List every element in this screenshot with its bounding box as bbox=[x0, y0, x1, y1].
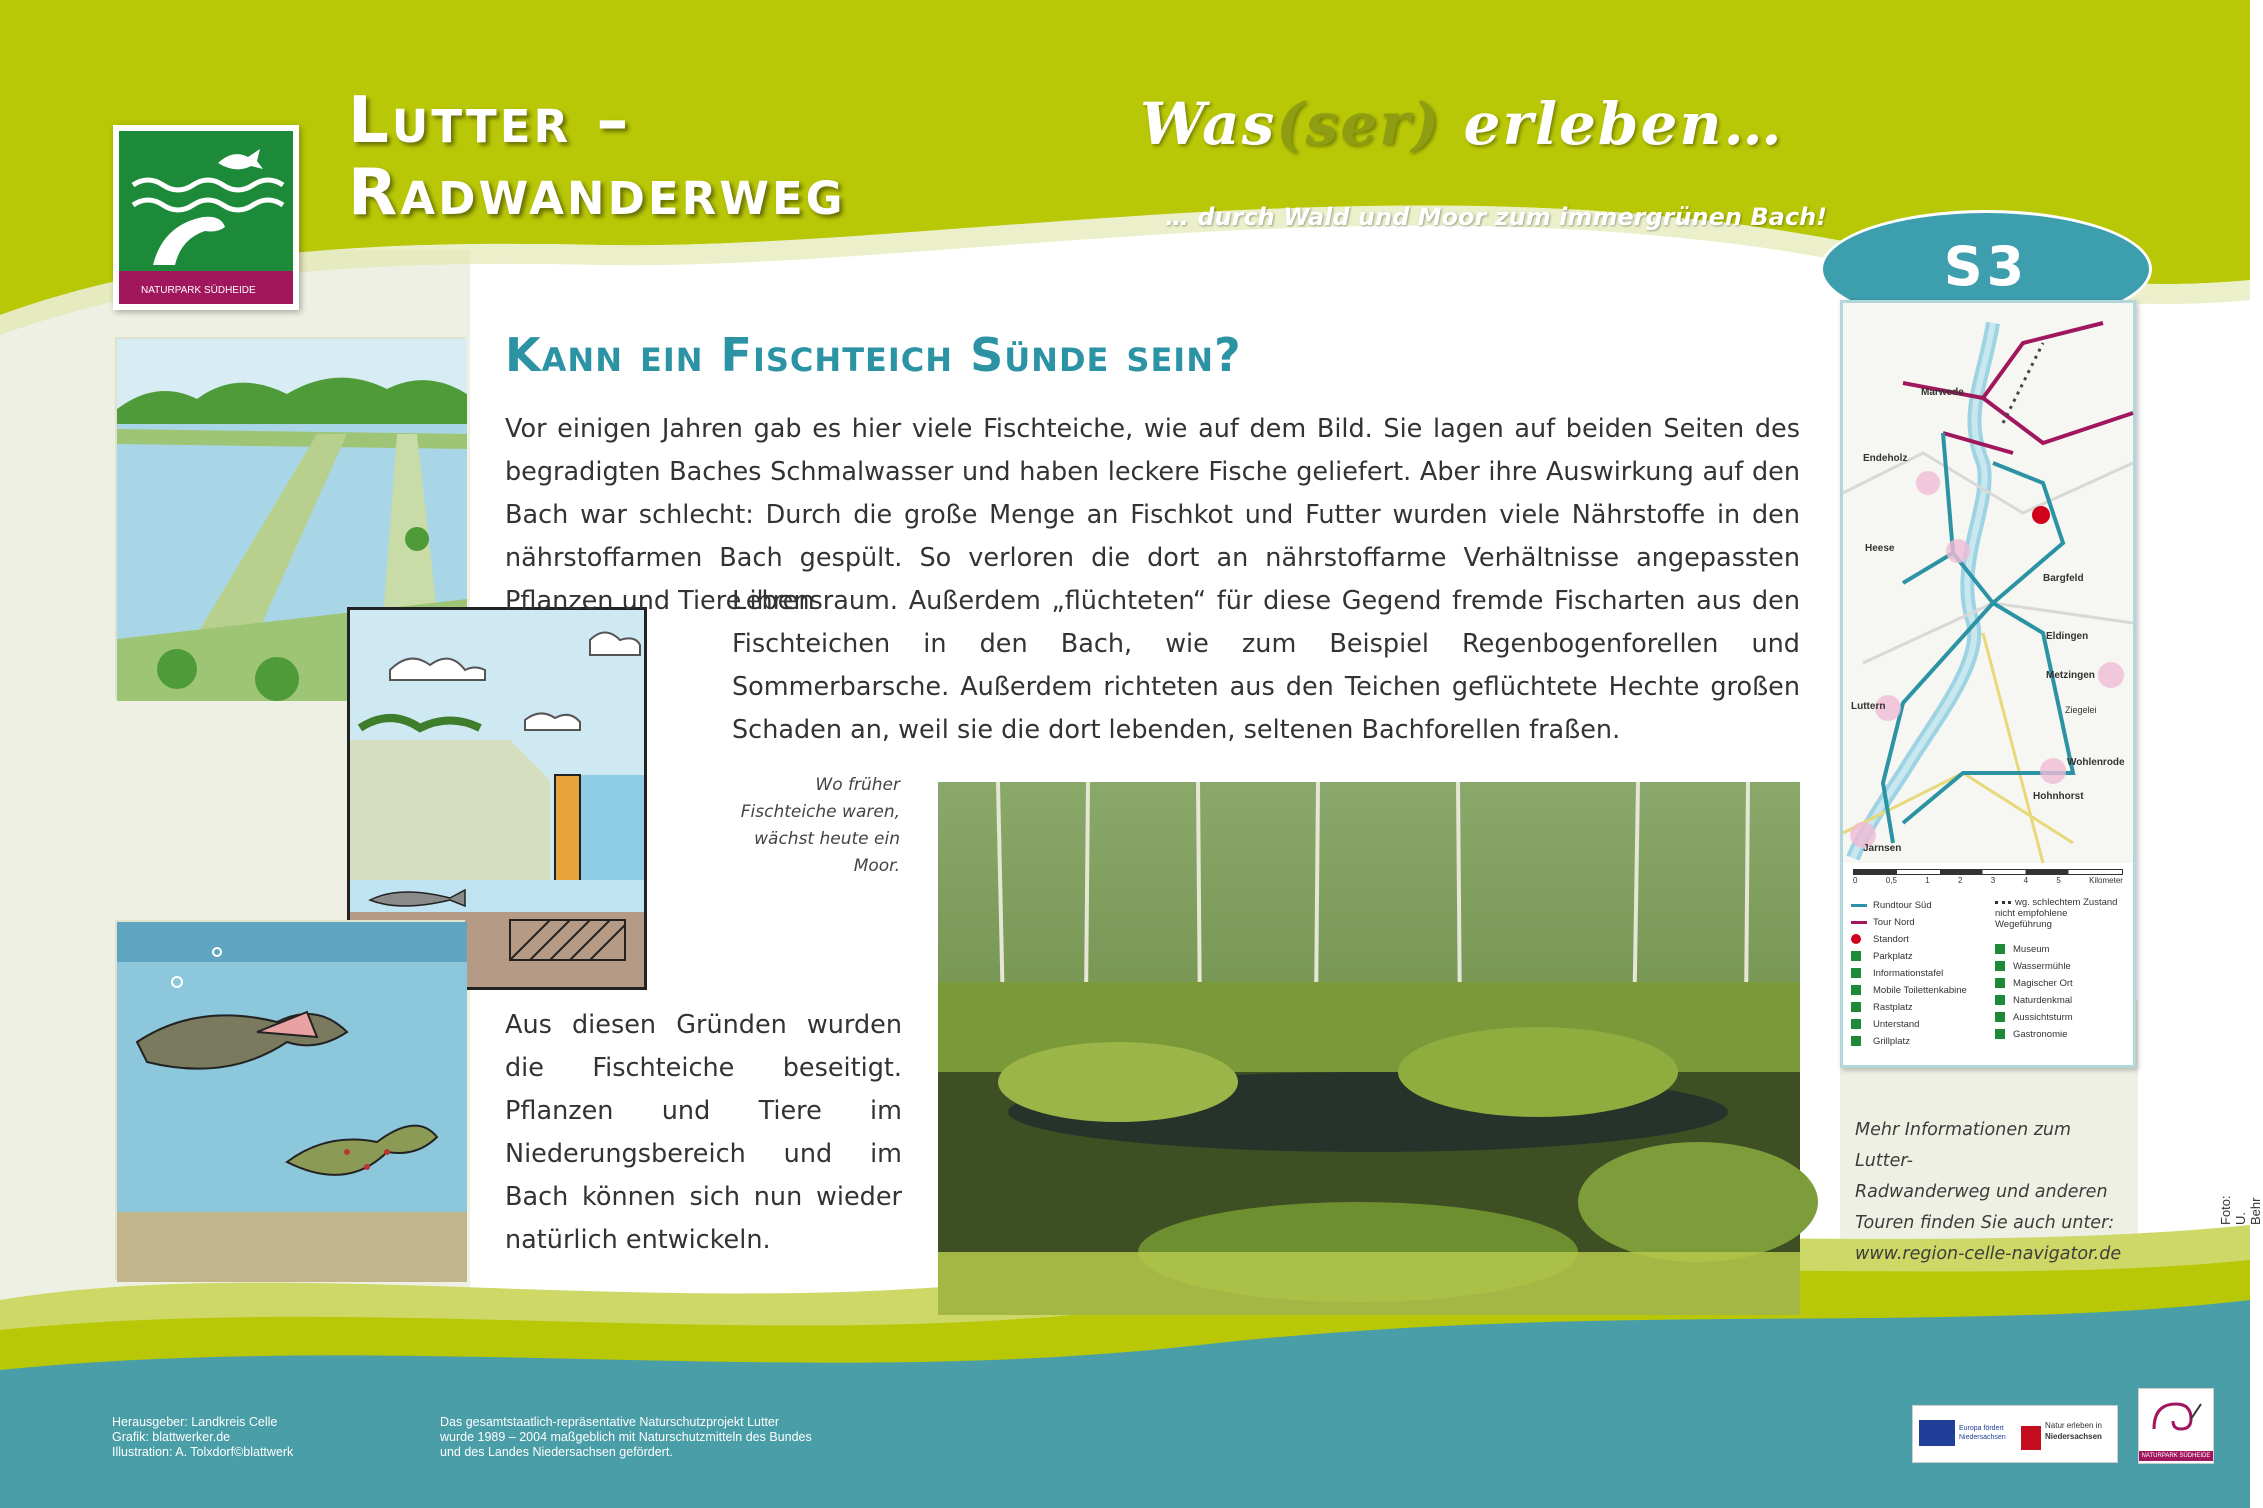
otter-fish-icon bbox=[113, 125, 299, 310]
eu-text: Europa fördert Niedersachsen bbox=[1959, 1425, 2006, 1441]
article-heading: Kann ein Fischteich Sünde sein? bbox=[505, 328, 1242, 382]
title-line-2: Radwanderweg bbox=[348, 156, 846, 230]
nds-text bbox=[2045, 1420, 2117, 1442]
eu-niedersachsen-logo bbox=[1912, 1405, 2118, 1463]
article-paragraph-2: Aus diesen Gründen wurden die Fischteiche beseitigt. Pflanzen und Tiere im Niederungsbereich und im Bach können sich nun wieder natürlich entwickeln. bbox=[505, 1010, 902, 1255]
naturpark-logo bbox=[113, 125, 299, 310]
map-graphic bbox=[1843, 303, 2133, 863]
map-scale: 0 0,5 1 2 3 4 5 Kilometer bbox=[1853, 869, 2123, 885]
footer-project-line-1: Das gesamtstaatlich-repräsentative Naturschutzprojekt Lutter bbox=[440, 1415, 780, 1429]
svg-text:Metzingen: Metzingen bbox=[2046, 670, 2095, 681]
tagline-ser: (ser) bbox=[1276, 90, 1442, 158]
footer-illustration: Illustration: A. Tolxdorf©blattwerk bbox=[112, 1445, 294, 1459]
more-info-line-3: Touren finden Sie auch unter: bbox=[1855, 1213, 2115, 1233]
more-info-line-1: Mehr Informationen zum Lutter- bbox=[1855, 1120, 2072, 1171]
route-map bbox=[1840, 300, 2136, 1068]
photo-credit: Foto: U. Behr bbox=[2218, 1195, 2263, 1225]
svg-text:Ziegelei: Ziegelei bbox=[2065, 705, 2097, 715]
standort-marker-icon bbox=[2032, 506, 2050, 524]
niedersachsen-horse-icon bbox=[2021, 1426, 2041, 1450]
title-line-1: Lutter – bbox=[348, 84, 632, 158]
more-info-line-2: Radwanderweg und anderen bbox=[1855, 1182, 2108, 1202]
svg-text:Hohnhorst: Hohnhorst bbox=[2033, 791, 2084, 802]
article-paragraph-1: Vor einigen Jahren gab es hier viele Fischteiche, wie auf dem Bild. Sie lagen auf beiden Seiten des begradigten Baches Schmalwasser und haben leckere Fische geliefert. Aber ihre Auswirkung auf den Bach war schlecht: Durch die große Menge an Fischkot und Futter wurden viele Nährstoffe in den nährstoffarmen Bach gespült. So verloren die dort an nährstoffarme Verhältnisse angepassten Pflanzen und Tiere ihren bbox=[505, 414, 1800, 616]
footer-project-line-3: und des Landes Niedersachsen gefördert. bbox=[440, 1445, 673, 1459]
tagline bbox=[1140, 90, 1784, 158]
moor-photo bbox=[938, 782, 1800, 1315]
eu-flag-icon bbox=[1919, 1420, 1955, 1446]
more-info bbox=[1855, 1115, 2125, 1270]
naturpark-snail-icon bbox=[2139, 1389, 2213, 1445]
photo-caption: Wo früher Fischteiche waren, wächst heute ein Moor. bbox=[740, 775, 900, 876]
illustration-pike-trout bbox=[115, 920, 465, 1280]
svg-text:Jarnsen: Jarnsen bbox=[1863, 843, 1902, 854]
page-title bbox=[348, 85, 846, 229]
nds-text-line-2: Niedersachsen bbox=[2045, 1432, 2102, 1441]
more-info-url[interactable]: www.region-celle-navigator.de bbox=[1855, 1244, 2122, 1264]
svg-text:Heese: Heese bbox=[1865, 543, 1895, 554]
article-paragraph-1-continued: Lebensraum. Außerdem „flüchteten“ für diese Gegend fremde Fischarten aus den Fischteichen in den Bach, wie zum Beispiel Regenbogenforellen und Sommerbarsche. Außerdem richteten aus den Teichen geflüchtete Hechte großen Schaden an, weil sie die dort lebenden, seltenen Bachforellen fraßen. bbox=[732, 586, 1800, 745]
footer-project-note bbox=[440, 1415, 812, 1460]
footer-project-line-2: wurde 1989 – 2004 maßgeblich mit Naturschutzmitteln des Bundes bbox=[440, 1430, 812, 1444]
footer-graphics: Grafik: blattwerker.de bbox=[112, 1430, 231, 1444]
naturpark-footer-logo bbox=[2138, 1388, 2214, 1464]
tagline-rest: erleben… bbox=[1441, 90, 1784, 158]
svg-text:NATURPARK SÜDHEIDE: NATURPARK SÜDHEIDE bbox=[141, 285, 256, 296]
svg-text:Eldingen: Eldingen bbox=[2046, 631, 2089, 642]
map-legend-right: wg. schlechtem Zustand nicht empfohlene Wegeführung Museum Wassermühle Magischer Ort Naturdenkmal Aussichtsturm Gastronomie bbox=[1995, 897, 2118, 1040]
naturpark-footer-text: NATURPARK SÜDHEIDE bbox=[2139, 1451, 2213, 1461]
footer-publisher: Herausgeber: Landkreis Celle bbox=[112, 1415, 278, 1429]
footer-credits bbox=[112, 1415, 293, 1460]
nds-text-line-1: Natur erleben in bbox=[2045, 1421, 2102, 1430]
svg-text:Bargfeld: Bargfeld bbox=[2043, 573, 2084, 584]
tagline-subline: … durch Wald und Moor zum immergrünen Bach! bbox=[1165, 203, 1828, 231]
station-label: S3 bbox=[1943, 235, 2029, 298]
svg-text:Wohlenrode: Wohlenrode bbox=[2067, 757, 2125, 768]
svg-text:Endeholz: Endeholz bbox=[1863, 453, 1908, 464]
svg-text:Luttern: Luttern bbox=[1851, 701, 1886, 712]
tagline-was: Was bbox=[1140, 90, 1277, 158]
map-legend-left: Rundtour Süd Tour Nord Standort Parkplatz Informationstafel Mobile Toilettenkabine Rastplatz Unterstand Grillplatz bbox=[1851, 897, 2001, 1050]
svg-text:Marwede: Marwede bbox=[1921, 387, 1964, 398]
